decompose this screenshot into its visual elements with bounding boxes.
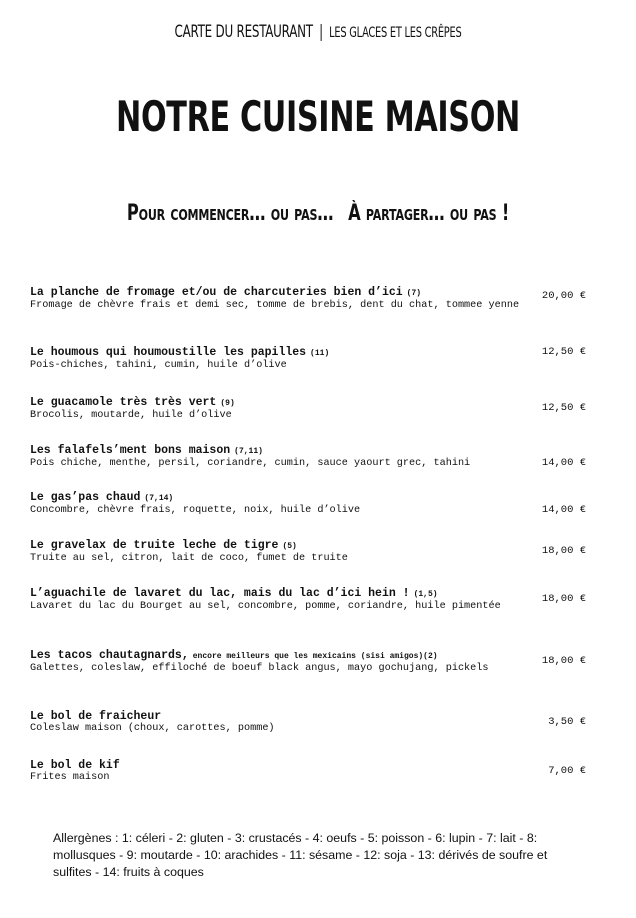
menu-item-description: Pois-chiches, tahini, cumin, huile d’olive	[30, 360, 287, 371]
allergens-legend: Allergènes : 1: céleri - 2: gluten - 3: crustacés - 4: oeufs - 5: poisson - 6: lupin - 7: lait - 8: mollusques - 9: moutarde - 10: arachides - 11: sésame - 12: soja - 13: dérivés de soufre et sulfites - 14: fruits à coques	[53, 831, 548, 879]
allergen-ref: (7,14)	[144, 494, 174, 503]
menu-item-price: 7,00 €	[548, 765, 586, 777]
menu-item	[30, 710, 586, 736]
menu-item-description: Frites maison	[30, 772, 110, 783]
nav-separator: |	[319, 22, 323, 42]
allergen-ref: (7)	[406, 289, 422, 298]
menu-item-description: Lavaret du lac du Bourget au sel, concombre, pomme, coriandre, huile pimentée	[30, 601, 501, 612]
menu-item-price: 20,00 €	[541, 290, 586, 302]
menu-item	[30, 396, 586, 423]
menu-item-name: Le bol de fraicheur	[30, 710, 162, 723]
subtitle-right: À partager… ou pas !	[348, 201, 510, 226]
page-title: NOTRE CUISINE MAISON	[116, 92, 520, 141]
menu-item-name: Le guacamole très très vert (9)	[30, 396, 235, 409]
menu-item-price: 12,50 €	[541, 346, 586, 358]
menu-item-description: Concombre, chèvre frais, roquette, noix, huile d’olive	[30, 505, 361, 516]
menu-item	[30, 444, 586, 471]
menu-item-note: encore meilleurs que les mexicains (sisi amigos)(2)	[192, 652, 438, 661]
menu-item	[30, 587, 586, 614]
menu-item	[30, 346, 586, 373]
menu-item-name: Le bol de kif	[30, 759, 120, 772]
menu-item-price: 18,00 €	[541, 593, 586, 605]
nav-link-glaces-crepes[interactable]: LES GLACES ET LES CRÊPES	[329, 25, 462, 41]
menu-item	[30, 539, 586, 566]
menu-item-name: L’aguachile de lavaret du lac, mais du lac d’ici hein ! (1,5)	[30, 587, 438, 600]
allergen-ref: (1,5)	[413, 590, 438, 599]
menu-item-name: Le gas’pas chaud (7,14)	[30, 491, 174, 504]
menu-item	[30, 491, 586, 518]
menu-item	[30, 286, 586, 313]
menu-item-price: 18,00 €	[541, 545, 586, 557]
subtitle-left: Pour commencer… ou pas…	[126, 201, 334, 226]
menu-item-description: Truite au sel, citron, lait de coco, fumet de truite	[30, 553, 348, 564]
menu-item-price: 18,00 €	[541, 655, 586, 667]
menu-item-description: Fromage de chèvre frais et demi sec, tomme de brebis, dent du chat, tommee yenne	[30, 300, 520, 311]
menu-item-description: Brocolis, moutarde, huile d’olive	[30, 410, 232, 421]
menu-item-price: 14,00 €	[541, 504, 586, 516]
menu-item-name: Le houmous qui houmoustille les papilles (11)	[30, 346, 330, 359]
menu-item-description: Coleslaw maison (choux, carottes, pomme)	[30, 723, 275, 734]
top-navigation	[70, 22, 566, 42]
nav-link-carte[interactable]: CARTE DU RESTAURANT	[174, 22, 313, 42]
menu-item-name: Les falafels’ment bons maison (7,11)	[30, 444, 263, 457]
menu-item-description: Galettes, coleslaw, effiloché de boeuf black angus, mayo gochujang, pickels	[30, 663, 489, 674]
menu-item-price: 12,50 €	[541, 402, 586, 414]
allergen-ref: (9)	[220, 399, 235, 408]
menu-item-price: 14,00 €	[541, 457, 586, 469]
menu-item-name: Les tacos chautagnards, encore meilleurs que les mexicains (sisi amigos)(2)	[30, 649, 438, 662]
allergen-ref: (5)	[282, 542, 297, 551]
menu-item-name: Le gravelax de truite leche de tigre (5)	[30, 539, 297, 552]
menu-item	[30, 759, 586, 785]
menu-item-description: Pois chiche, menthe, persil, coriandre, cumin, sauce yaourt grec, tahini	[30, 458, 471, 469]
menu-item-price: 3,50 €	[548, 716, 586, 728]
allergen-ref: (11)	[310, 349, 330, 358]
section-subtitle	[83, 201, 554, 226]
menu-item	[30, 649, 586, 676]
allergen-ref: (7,11)	[234, 447, 263, 456]
menu-item-name: La planche de fromage et/ou de charcuteries bien d’ici (7)	[30, 286, 422, 299]
